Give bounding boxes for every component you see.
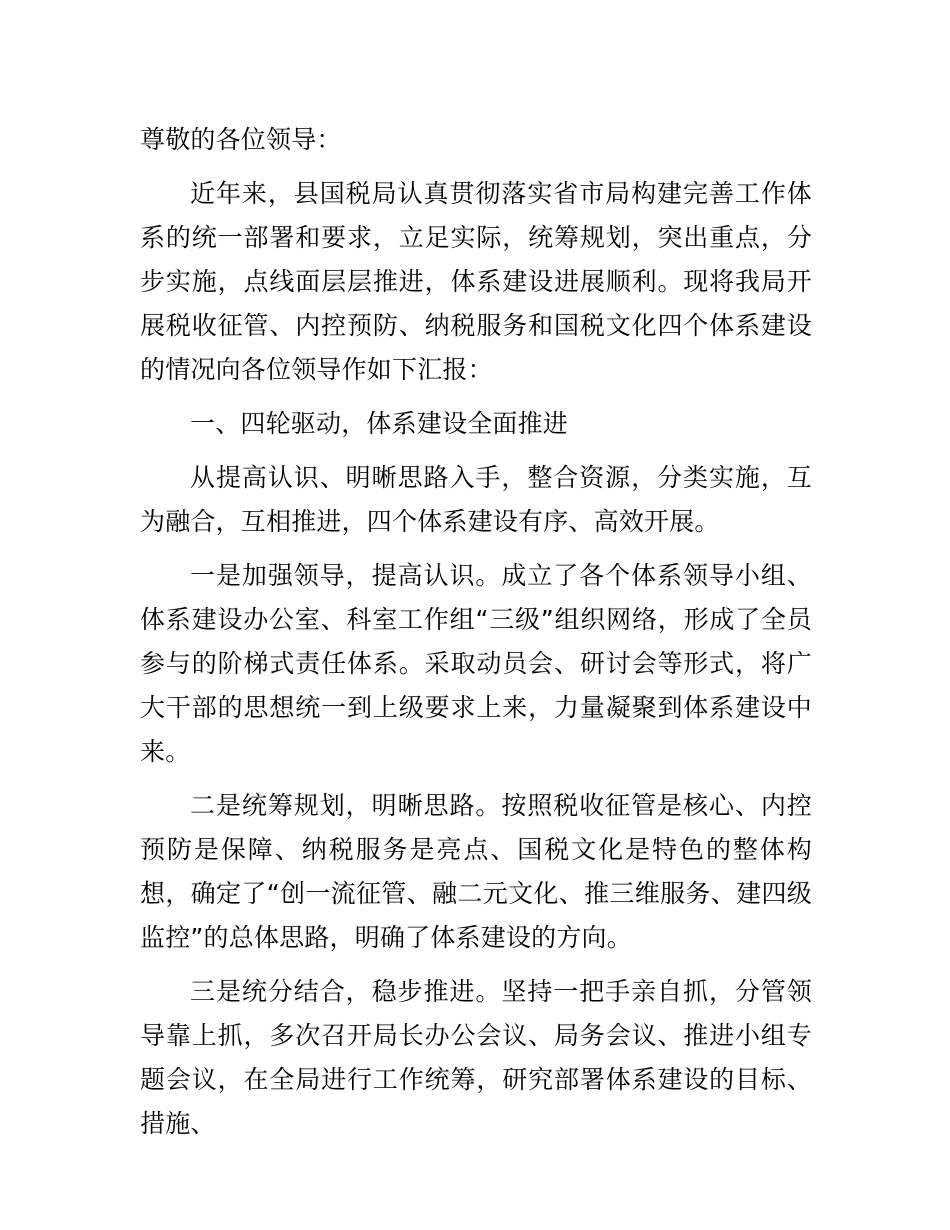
salutation: 尊敬的各位领导： bbox=[140, 125, 342, 154]
document-page bbox=[140, 118, 812, 1156]
paragraph-point-2: 二是统筹规划，明晰思路。按照税收征管是核心、内控预防是保障、纳税服务是亮点、国税文化是特色的整体构想，确定了“创一流征管、融二元文化、推三维服务、建四级监控”的总体思路，明确了体系建设的方向。 bbox=[140, 791, 812, 952]
paragraph-point-1: 一是加强领导，提高认识。成立了各个体系领导小组、体系建设办公室、科室工作组“三级”组织网络，形成了全员参与的阶梯式责任体系。采取动员会、研讨会等形式，将广大干部的思想统一到上级要求上来，力量凝聚到体系建设中来。 bbox=[140, 561, 812, 766]
paragraph-intro: 近年来，县国税局认真贯彻落实省市局构建完善工作体系的统一部署和要求，立足实际，统筹规划，突出重点，分步实施，点线面层层推进，体系建设进展顺利。现将我局开展税收征管、内控预防、纳税服务和国税文化四个体系建设的情况向各位领导作如下汇报： bbox=[140, 179, 812, 384]
paragraph-point-3: 三是统分结合，稳步推进。坚持一把手亲自抓，分管领导靠上抓，多次召开局长办公会议、局务会议、推进小组专题会议，在全局进行工作统筹，研究部署体系建设的目标、措施、 bbox=[140, 977, 812, 1138]
section-heading-1: 一、四轮驱动，体系建设全面推进 bbox=[190, 409, 569, 438]
paragraph-overview: 从提高认识、明晰思路入手，整合资源，分类实施，互为融合，互相推进，四个体系建设有序、高效开展。 bbox=[140, 463, 812, 536]
